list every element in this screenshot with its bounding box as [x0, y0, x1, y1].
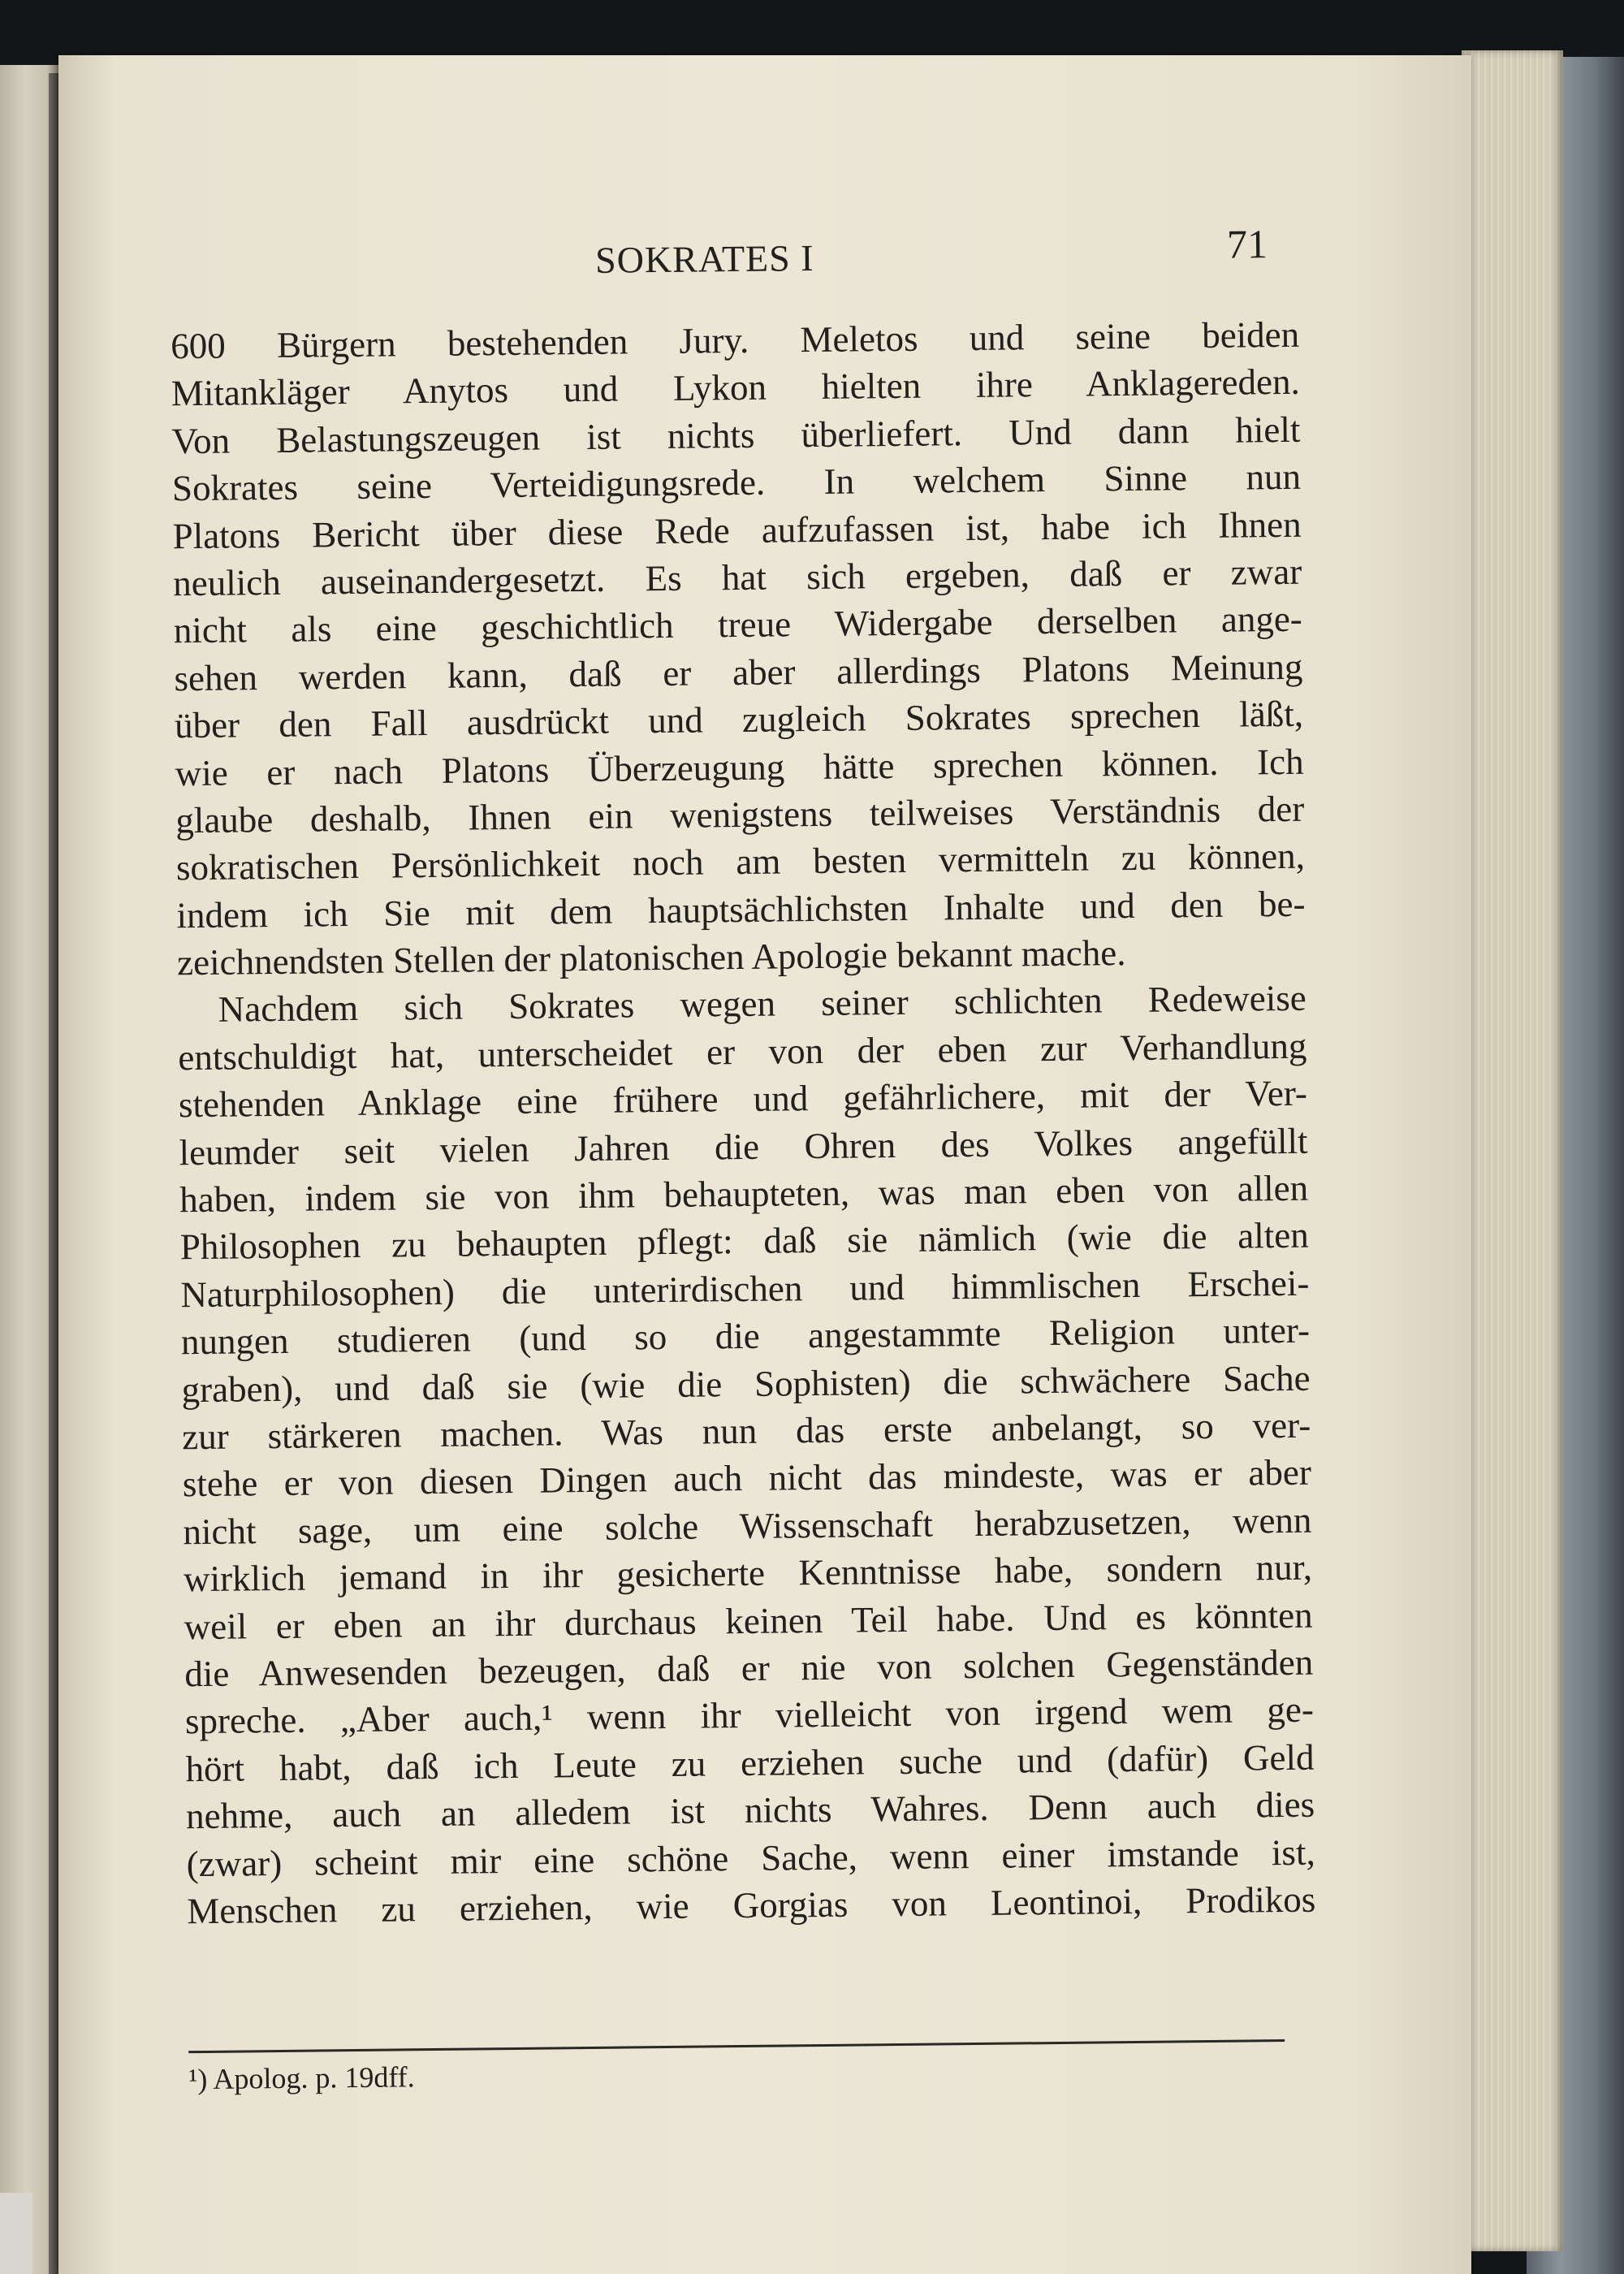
- body-text: [171, 311, 1316, 1935]
- text-line: glaube deshalb, Ihnen ein wenigstens teilweises Verständnis der: [175, 788, 1305, 841]
- text-line: Menschen zu erziehen, wie Gorgias von Leontinoi, Prodikos: [187, 1878, 1316, 1932]
- text-line: nicht sage, um eine solche Wissenschaft herabzusetzen, wenn: [183, 1499, 1312, 1552]
- text-line: leumder seit vielen Jahren die Ohren des Volkes angefüllt: [179, 1120, 1308, 1173]
- text-line: graben), und daß sie (wie die Sophisten) die schwächere Sache: [181, 1357, 1311, 1410]
- text-line: Nachdem sich Sokrates wegen seiner schlichten Redeweise: [218, 978, 1307, 1031]
- text-line: nicht als eine geschichtlich treue Widergabe derselben ange-: [173, 599, 1303, 651]
- text-line: spreche. „Aber auch,¹ wenn ihr vielleicht von irgend wem ge-: [184, 1688, 1315, 1742]
- text-line: weil er eben an ihr durchaus keinen Teil habe. Und es könnten: [184, 1594, 1313, 1647]
- text-line: Sokrates seine Verteidigungsrede. In welchem Sinne nun: [171, 456, 1302, 509]
- text-line: nehme, auch an alledem ist nichts Wahres. Denn auch dies: [185, 1783, 1315, 1837]
- text-line: über den Fall ausdrückt und zugleich Sokrates sprechen läßt,: [174, 693, 1304, 746]
- text-line: zur stärkeren machen. Was nun das erste anbelangt, so ver-: [181, 1404, 1311, 1458]
- text-line: Mitankläger Anytos und Lykon hielten ihre Anklagereden.: [171, 361, 1300, 414]
- text-line: Platons Bericht über diese Rede aufzufassen ist, habe ich Ihnen: [172, 504, 1302, 556]
- book-page: [58, 55, 1471, 2274]
- text-line: stehenden Anklage eine frühere und gefährlichere, mit der Ver-: [178, 1072, 1308, 1126]
- text-line: 600 Bürgern bestehenden Jury. Meletos und seine beiden: [170, 313, 1300, 367]
- text-line: sehen werden kann, daß er aber allerdings Platons Meinung: [174, 646, 1303, 699]
- running-head: [115, 165, 1294, 281]
- text-line: zeichnendsten Stellen der platonischen Apologie bekannt mache.: [176, 932, 1126, 984]
- text-line: sokratischen Persönlichkeit noch am besten vermitteln zu können,: [175, 836, 1306, 888]
- text-line: die Anwesenden bezeugen, daß er nie von solchen Gegenständen: [184, 1641, 1314, 1695]
- text-line: haben, indem sie von ihm behaupteten, was man eben von allen: [179, 1167, 1309, 1221]
- text-line: wirklich jemand in ihr gesicherte Kenntnisse habe, sondern nur,: [183, 1546, 1313, 1600]
- footnote-rule: [188, 2039, 1285, 2053]
- running-head-title: SOKRATES I: [594, 236, 814, 281]
- text-line: neulich auseinandergesetzt. Es hat sich ergeben, daß er zwar: [172, 551, 1302, 604]
- page-number: 71: [1226, 221, 1268, 267]
- text-block: [115, 165, 1316, 2096]
- page-edges: [1462, 50, 1563, 2251]
- text-line: wie er nach Platons Überzeugung hätte sprechen können. Ich: [175, 741, 1304, 793]
- text-line: hört habt, daß ich Leute zu erziehen suche und (dafür) Geld: [185, 1736, 1315, 1789]
- text-line: Naturphilosophen) die unterirdischen und himmlischen Erschei-: [180, 1262, 1310, 1316]
- footnote: ¹) Apolog. p. 19dff.: [188, 2060, 415, 2096]
- text-line: Philosophen zu behaupten pflegt: daß sie nämlich (wie die alten: [179, 1215, 1309, 1268]
- text-line: (zwar) scheint mir eine schöne Sache, wenn einer imstande ist,: [186, 1831, 1315, 1884]
- text-line: entschuldigt hat, unterscheidet er von der eben zur Verhandlung: [178, 1025, 1307, 1079]
- text-line: stehe er von diesen Dingen auch nicht das mindeste, was er aber: [182, 1452, 1312, 1505]
- bookmark-ribbon: [0, 2193, 32, 2274]
- text-line: Von Belastungszeugen ist nichts überliefert. Und dann hielt: [171, 409, 1301, 462]
- text-line: nungen studieren (und so die angestammte Religion unter-: [180, 1309, 1311, 1363]
- text-line: indem ich Sie mit dem hauptsächlichsten Inhalte und den be-: [176, 883, 1306, 936]
